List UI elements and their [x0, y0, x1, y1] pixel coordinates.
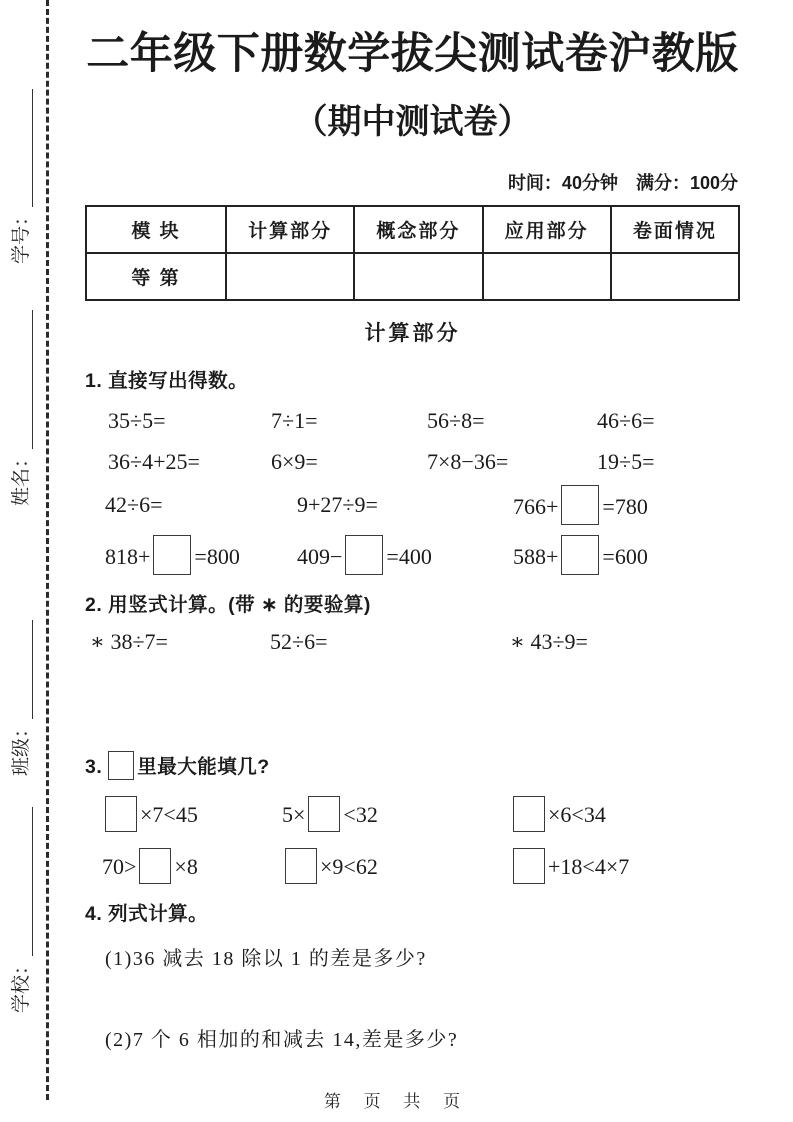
- grade-cell-neatness: [611, 253, 739, 300]
- expression: 52÷6=: [270, 628, 328, 654]
- expression: ∗ 43÷9=: [510, 628, 588, 654]
- student-id-blank-line: [6, 89, 33, 207]
- answer-box: [153, 535, 191, 575]
- name-blank-line: [6, 310, 33, 449]
- grade-row-label: 等 第: [86, 253, 226, 300]
- answer-box: [513, 848, 545, 884]
- answer-box: [139, 848, 171, 884]
- score-header-calculation: 计算部分: [226, 206, 354, 253]
- margin-label-student-id: [7, 89, 33, 264]
- expression: 818+ =800: [105, 535, 297, 575]
- expression: 7÷1=: [271, 407, 318, 433]
- score-table: [85, 205, 740, 301]
- expression: 19÷5=: [597, 448, 655, 474]
- answer-box: [561, 535, 599, 575]
- expression: +18<4×7: [510, 848, 740, 884]
- q4-item-2: (2)7 个 6 相加的和减去 14,差是多少?: [105, 1028, 459, 1051]
- q4-heading: 4. 列式计算。: [85, 902, 209, 925]
- q3-row1: [85, 796, 740, 832]
- score-header-module: 模 块: [86, 206, 226, 253]
- expression: 35÷5=: [108, 407, 166, 433]
- expression: ×9<62: [282, 848, 510, 884]
- expression: 6×9=: [271, 448, 318, 474]
- score-table-header-row: [86, 206, 739, 253]
- expression: 409− =400: [297, 535, 513, 575]
- answer-box: [285, 848, 317, 884]
- paper-content: [85, 0, 740, 1052]
- grade-cell-calculation: [226, 253, 354, 300]
- q1-heading: 1. 直接写出得数。: [85, 369, 249, 392]
- grade-cell-concept: [354, 253, 482, 300]
- score-header-application: 应用部分: [483, 206, 611, 253]
- class-blank-line: [6, 620, 33, 719]
- margin-label-school: [7, 807, 33, 1013]
- q3-heading: 3. 里最大能填几?: [85, 751, 740, 780]
- name-label: 姓名：: [11, 448, 32, 506]
- page-footer: 第 页 共 页: [323, 1092, 470, 1111]
- q2-row: [85, 629, 740, 655]
- q2-heading: 2. 用竖式计算。(带 ∗ 的要验算): [85, 593, 371, 616]
- q1-row4: [85, 535, 740, 575]
- expression: 56÷8=: [427, 407, 485, 433]
- expression: 588+ =600: [513, 535, 740, 575]
- answer-box: [345, 535, 383, 575]
- expression: 9+27÷9=: [297, 491, 378, 517]
- school-blank-line: [6, 807, 33, 956]
- q4-item-1: (1)36 减去 18 除以 1 的差是多少?: [105, 947, 427, 970]
- expression: 766+ =780: [513, 485, 740, 525]
- expression: ∗ 38÷7=: [90, 628, 168, 654]
- expression: 42÷6=: [105, 491, 163, 517]
- expression: 70> ×8: [102, 848, 282, 884]
- expression: 36÷4+25=: [108, 448, 200, 474]
- q1-row3: [85, 485, 740, 525]
- q1-row1: [85, 408, 740, 434]
- answer-box: [308, 796, 340, 832]
- answer-box: [513, 796, 545, 832]
- student-id-label: 学号：: [11, 206, 32, 264]
- school-label: 学校：: [11, 955, 32, 1013]
- score-header-neatness: 卷面情况: [611, 206, 739, 253]
- page-subtitle: （期中测试卷）: [293, 102, 532, 141]
- expression: 5× <32: [282, 796, 510, 832]
- score-header-concept: 概念部分: [354, 206, 482, 253]
- margin-label-name: [7, 310, 33, 506]
- expression: 7×8−36=: [427, 448, 509, 474]
- expression: ×6<34: [510, 796, 740, 832]
- expression: 46÷6=: [597, 407, 655, 433]
- page-title: 二年级下册数学拔尖测试卷沪教版: [86, 30, 739, 78]
- q3-row2: [85, 848, 740, 884]
- fold-line: [46, 0, 49, 1100]
- class-label: 班级：: [11, 718, 32, 776]
- answer-box: [105, 796, 137, 832]
- grade-cell-application: [483, 253, 611, 300]
- answer-box: [108, 751, 134, 780]
- q1-row2: [85, 449, 740, 475]
- answer-box: [561, 485, 599, 525]
- section-title: 计算部分: [364, 321, 461, 345]
- expression: ×7<45: [102, 796, 282, 832]
- margin-label-class: [7, 620, 33, 776]
- score-table-grade-row: [86, 253, 739, 300]
- time-score-info: 时间：40分钟 满分：100分: [507, 172, 738, 193]
